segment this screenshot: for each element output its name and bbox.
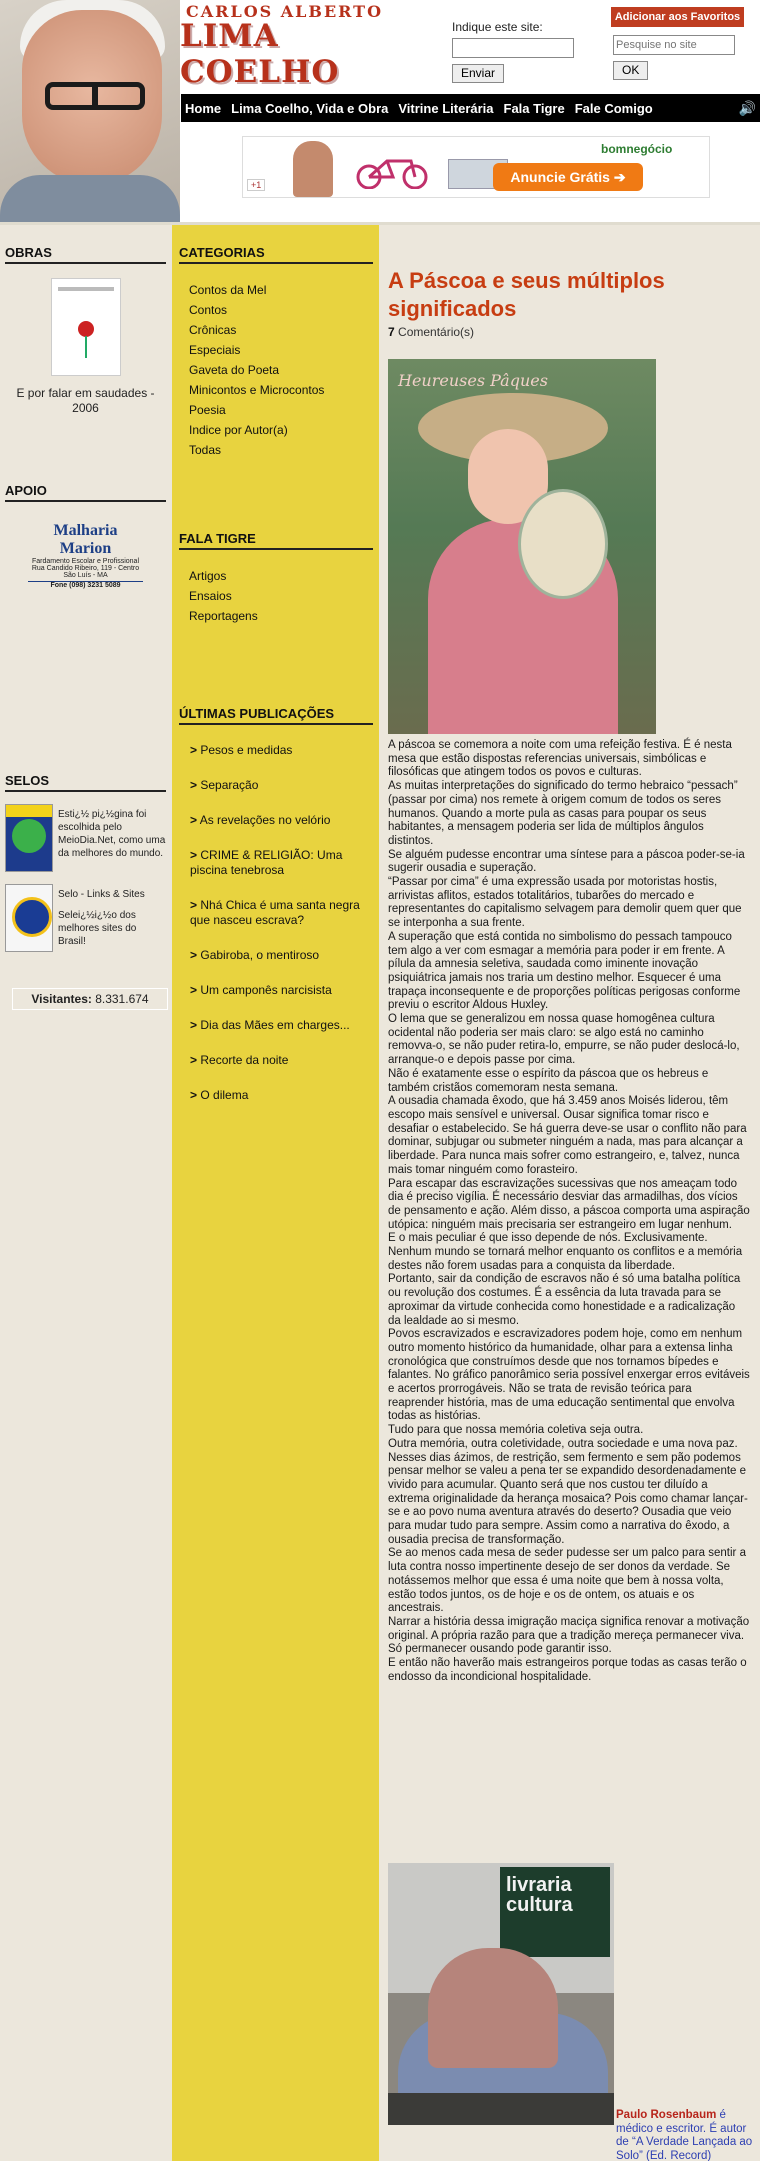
recent-post-link[interactable]: > Recorte da noite	[190, 1053, 289, 1067]
logo-top-text: CARLOS ALBERTO	[186, 2, 383, 21]
ad-woman-image	[293, 141, 333, 197]
apoio-title: APOIO	[5, 483, 166, 502]
site-search-form	[613, 35, 743, 80]
main-content	[379, 225, 760, 2161]
post-paragraph: E o mais peculiar é que isso depende de nós. Exclusivamente. Nenhum mundo se tornará melhor enquanto os conflitos e a memória destes não forem usadas para a conquista da liberdade.	[388, 1232, 743, 1272]
post-paragraph: Só permanecer ousando pode garantir isso.	[388, 1643, 612, 1656]
recent-post-link[interactable]: > Separação	[190, 778, 259, 792]
post-paragraph: Se ao menos cada mesa de seder pudesse ser um palco para sentir a luta contra nosso impertinente desejo de ser donos da verdade. Se notássemos melhor que essa é uma noite que bem à nossa volta, estão todos juntos, os de hoje e os de ontem, os atuais e os ancestrais.	[388, 1547, 746, 1615]
category-link[interactable]: Contos da Mel	[189, 283, 267, 297]
post-paragraph: Tudo para que nossa memória coletiva seja outra.	[388, 1424, 644, 1437]
site-search-input[interactable]	[613, 35, 735, 55]
ad-banner[interactable]	[242, 136, 710, 198]
speaker-icon[interactable]: 🔊	[738, 100, 756, 116]
selo-links-sites	[5, 884, 166, 952]
recent-post-title: Recorte da noite	[200, 1053, 289, 1067]
comment-label: Comentário(s)	[394, 325, 475, 339]
book-cover-image[interactable]	[51, 278, 121, 376]
nav-fale-comigo[interactable]: Fale Comigo	[574, 100, 653, 116]
recent-post-title: O dilema	[200, 1088, 249, 1102]
category-link[interactable]: Crônicas	[189, 323, 237, 337]
category-sidebar	[172, 225, 379, 2161]
category-link[interactable]: Indice por Autor(a)	[189, 423, 288, 437]
selos-section	[5, 773, 166, 1010]
obras-section	[5, 245, 166, 416]
author-bio-text: é médico e escritor. É autor de “A Verdade Lançada ao Solo” (Ed. Record)	[616, 2109, 753, 2161]
post-paragraph: O lema que se generalizou em nossa quase homogênea cultura ocidental não poderia ser mais claro: se algo está no caminho removva-o, se não puder retira-lo, empurre, se não puder deslocá-lo, arranque-o e depois passe por cima.	[388, 1013, 740, 1067]
header	[0, 0, 760, 222]
recent-post-link[interactable]: > Um camponês narcisista	[190, 983, 332, 997]
main-nav	[181, 94, 760, 122]
ultimas-title: ÚLTIMAS PUBLICAÇÕES	[179, 706, 373, 725]
ultimas-section	[179, 706, 373, 1123]
category-link[interactable]: Contos	[189, 303, 228, 317]
post-paragraph: Portanto, sair da condição de escravos não é só uma batalha política ou revolução dos costumes. É a essência da luta travada para se aproximar da virtude conhecida como honestidade e a radicalização da lealdade ao si mesmo.	[388, 1273, 741, 1327]
categorias-section	[179, 245, 373, 460]
recent-post-title: As revelações no velório	[199, 813, 331, 827]
visitor-count: 8.331.674	[95, 992, 149, 1006]
sponsor-line1: Fardamento Escolar e Profissional	[32, 558, 139, 565]
ad-cta-label: Anuncie Grátis	[510, 169, 610, 185]
comment-number: 7	[388, 325, 395, 339]
post-paragraph: A superação que está contida no simbolismo do pessach tampouco tem algo a ver com esmagar a memória para poder ir em frente. A pílula da amnesia seletiva, saudada como iminente inovação psiquiátrica jamais nos traria um destino melhor. Esquecer é uma trapaça inconsequente e de proporções políticas perigosas conforme previu o escritor Aldous Huxley.	[388, 930, 741, 1012]
indique-label: Indique este site:	[452, 20, 543, 34]
comment-count[interactable]	[388, 325, 474, 339]
author-photo	[388, 1863, 614, 2125]
category-link[interactable]: Poesia	[189, 403, 226, 417]
category-link[interactable]: Especiais	[189, 343, 241, 357]
recent-post-title: Pesos e medidas	[200, 743, 293, 757]
apoio-section	[5, 483, 166, 589]
fala-tigre-section	[179, 531, 373, 626]
categorias-title: CATEGORIAS	[179, 245, 373, 264]
recent-post-title: Gabiroba, o mentiroso	[200, 948, 320, 962]
indique-email-input[interactable]	[452, 38, 574, 58]
fala-tigre-link[interactable]: Ensaios	[189, 589, 232, 603]
nav-home[interactable]: Home	[185, 100, 222, 116]
recent-post-link[interactable]: > Pesos e medidas	[190, 743, 293, 757]
add-favorites-button[interactable]: Adicionar aos Favoritos	[611, 7, 744, 27]
visitor-label: Visitantes:	[31, 992, 92, 1006]
sponsor-name: Malharia Marion	[53, 522, 118, 557]
author-name[interactable]: Paulo Rosenbaum	[616, 2109, 717, 2121]
post-paragraph: Povos escravizados e escravizadores podem hoje, como em nenhum outro momento histórico da humanidade, olhar para a extensa linha cronológica que construímos desde que nos tornamos bípedes e falantes. No gráfico panorâmico seria possível enxergar erros evitáveis e acertos prorrogáveis. Não se trata de revisão teórica para reaprender história, mas de uma educação sentimental que envolva todas as histórias.	[388, 1328, 750, 1423]
book-caption[interactable]: E por falar em saudades - 2006	[16, 386, 155, 415]
selo-links-text-block	[58, 884, 166, 952]
post-body	[388, 739, 750, 1685]
recent-post-link[interactable]: > Nhá Chica é uma santa negra que nasceu escrava?	[190, 898, 360, 927]
fala-tigre-title: FALA TIGRE	[179, 531, 373, 550]
recent-post-title: Um camponês narcisista	[200, 983, 332, 997]
fala-tigre-link[interactable]: Reportagens	[189, 609, 258, 623]
fala-tigre-link[interactable]: Artigos	[189, 569, 227, 583]
indique-form	[452, 20, 582, 83]
post-title: A Páscoa e seus múltiplos significados	[388, 268, 665, 321]
post-paragraph: Narrar a história dessa imigração maciça significa renovar a motivação original. A própria razão para que a tradição mereça permanecer viva.	[388, 1616, 750, 1642]
recent-post-title: Nhá Chica é uma santa negra que nasceu escrava?	[190, 898, 360, 927]
recent-post-title: CRIME & RELIGIÃO: Uma piscina tenebrosa	[190, 848, 343, 877]
post-paragraph: As muitas interpretações do significado do termo hebraico “pessach” (passar por cima) nos remete à origem comum de todos os seres humanos. Quando a morte pula as casas para poupar os seus habitantes, a mensagem poderia ser lida de múltiplos ângulos distintos.	[388, 780, 738, 847]
left-sidebar	[0, 225, 172, 2161]
post-paragraph: A ousadia chamada êxodo, que há 3.459 anos Moisés liderou, têm escopo mais sensível e universal. Ousar significa tomar risco e desafiar o estabelecido. Se há guerra deve-se usar o conflito não para dominar, subjugar ou submeter ninguém a nada, mas para alcançar a liberdade. Para nunca mais sofrer como estrangeiro, e, talvez, nunca mais tomar ninguém como forasteiro.	[388, 1095, 747, 1176]
recent-post-title: Separação	[200, 778, 259, 792]
post-paragraph: Outra memória, outra coletividade, outra sociedade e uma nova paz.	[388, 1437, 738, 1450]
category-link[interactable]: Gaveta do Poeta	[189, 363, 280, 377]
post-paragraph: Para escapar das escravizações sucessivas que nos ameaçam todo dia é preciso vigília. É necessário desviar das armadilhas, dos vícios de pensamento e ação. Além disso, a páscoa comporta uma aspiração utópica: ninguém mais precisaria ser estrangeiro em lugar nenhum.	[388, 1177, 750, 1231]
ad-brand: bomnegócio	[601, 142, 673, 156]
selo-links-title: Selo - Links & Sites	[58, 889, 145, 900]
sponsor-marion[interactable]	[28, 522, 143, 589]
obras-title: OBRAS	[5, 245, 166, 264]
post-paragraph: E então não haverão mais estrangeiros porque todas as casas terão o endosso da incondicional hospitalidade.	[388, 1657, 747, 1683]
selo-meiodia-text: Esti¿½ pi¿½gina foi escolhida pelo MeioDia.Net, como uma da melhores do mundo.	[58, 809, 166, 859]
author-portrait	[0, 0, 180, 222]
post-paragraph: Se alguém pudesse encontrar uma síntese para a páscoa poder-se-ia sugerir ousadia e superação.	[388, 848, 745, 875]
easter-postcard-image	[388, 359, 656, 734]
recent-post-link[interactable]: > CRIME & RELIGIÃO: Uma piscina tenebrosa	[190, 848, 343, 877]
photo-sign-text: livraria cultura	[500, 1867, 610, 1957]
category-link[interactable]: Todas	[189, 443, 222, 457]
selo-links-desc: Selei¿½i¿½o dos melhores sites do Brasil!	[58, 910, 137, 947]
enviar-button[interactable]: Enviar	[452, 64, 504, 83]
nav-fala-tigre[interactable]: Fala Tigre	[503, 100, 565, 116]
author-bio	[616, 2109, 756, 2161]
visitor-counter	[12, 988, 168, 1010]
sponsor-phone: Fone (098) 3231 5089	[28, 581, 143, 589]
selo-meiodia	[5, 804, 166, 872]
recent-post-link[interactable]: > Dia das Mães em charges...	[190, 1018, 350, 1032]
post-paragraph: Não é exatamente esse o espírito da páscoa que os hebreus e também cristãos comemoram nesta semana.	[388, 1067, 709, 1094]
recent-post-title: Dia das Mães em charges...	[200, 1018, 350, 1032]
post-paragraph: “Passar por cima” é uma expressão usada por motoristas hostis, arrivistas aflitos, estados totalitários, tubarões do mercado e representantes do capitalismo selvagem para demolir quem quer que se interponha a sua frente.	[388, 876, 742, 930]
site-logo[interactable]	[180, 0, 440, 90]
post-paragraph: Nesses dias ázimos, de restrição, sem fermento e sem pão podemos pensar melhor se valeu a pena ter se expandido desordenadamente e vivido para acumular. Quanto será que nos custou ter diluído a extrema originalidade da herança mosaica? Pois como chamar lançar-se e ao povo numa aventura através do deserto? Ousadia que veio para mudar tudo para sempre. Assim como a narrativa do êxodo, a ousadia precisa de transformação.	[388, 1451, 748, 1546]
meiodia-badge-icon[interactable]	[5, 804, 53, 872]
nav-vida-obra[interactable]: Lima Coelho, Vida e Obra	[231, 100, 389, 116]
links-sites-badge-icon[interactable]	[5, 884, 53, 952]
recent-post-link[interactable]: > As revelações no velório	[190, 813, 331, 827]
ad-cta-button[interactable]: Anuncie Grátis ➔	[493, 163, 643, 191]
search-ok-button[interactable]: OK	[613, 61, 648, 80]
postcard-caption: Heureuses Pâques	[398, 371, 548, 390]
logo-main-text: LIMA COELHO	[180, 18, 340, 90]
post-paragraph: A páscoa se comemora a noite com uma refeição festiva. É é nesta mesa que estão dispostas referencias universais, simbólicas e filosóficas que atingem todos os povos e culturas.	[388, 739, 732, 779]
sponsor-line2: Rua Candido Ribeiro, 119 - Centro	[31, 565, 140, 572]
nav-vitrine[interactable]: Vitrine Literária	[398, 100, 494, 116]
recent-post-link[interactable]: > O dilema	[190, 1088, 249, 1102]
category-link[interactable]: Minicontos e Microcontos	[189, 383, 325, 397]
sponsor-line3: São Luís - MA	[63, 572, 108, 579]
bicycle-icon	[353, 153, 433, 189]
gplus-button[interactable]: +1	[247, 179, 265, 191]
selos-title: SELOS	[5, 773, 166, 792]
recent-post-link[interactable]: > Gabiroba, o mentiroso	[190, 948, 320, 962]
